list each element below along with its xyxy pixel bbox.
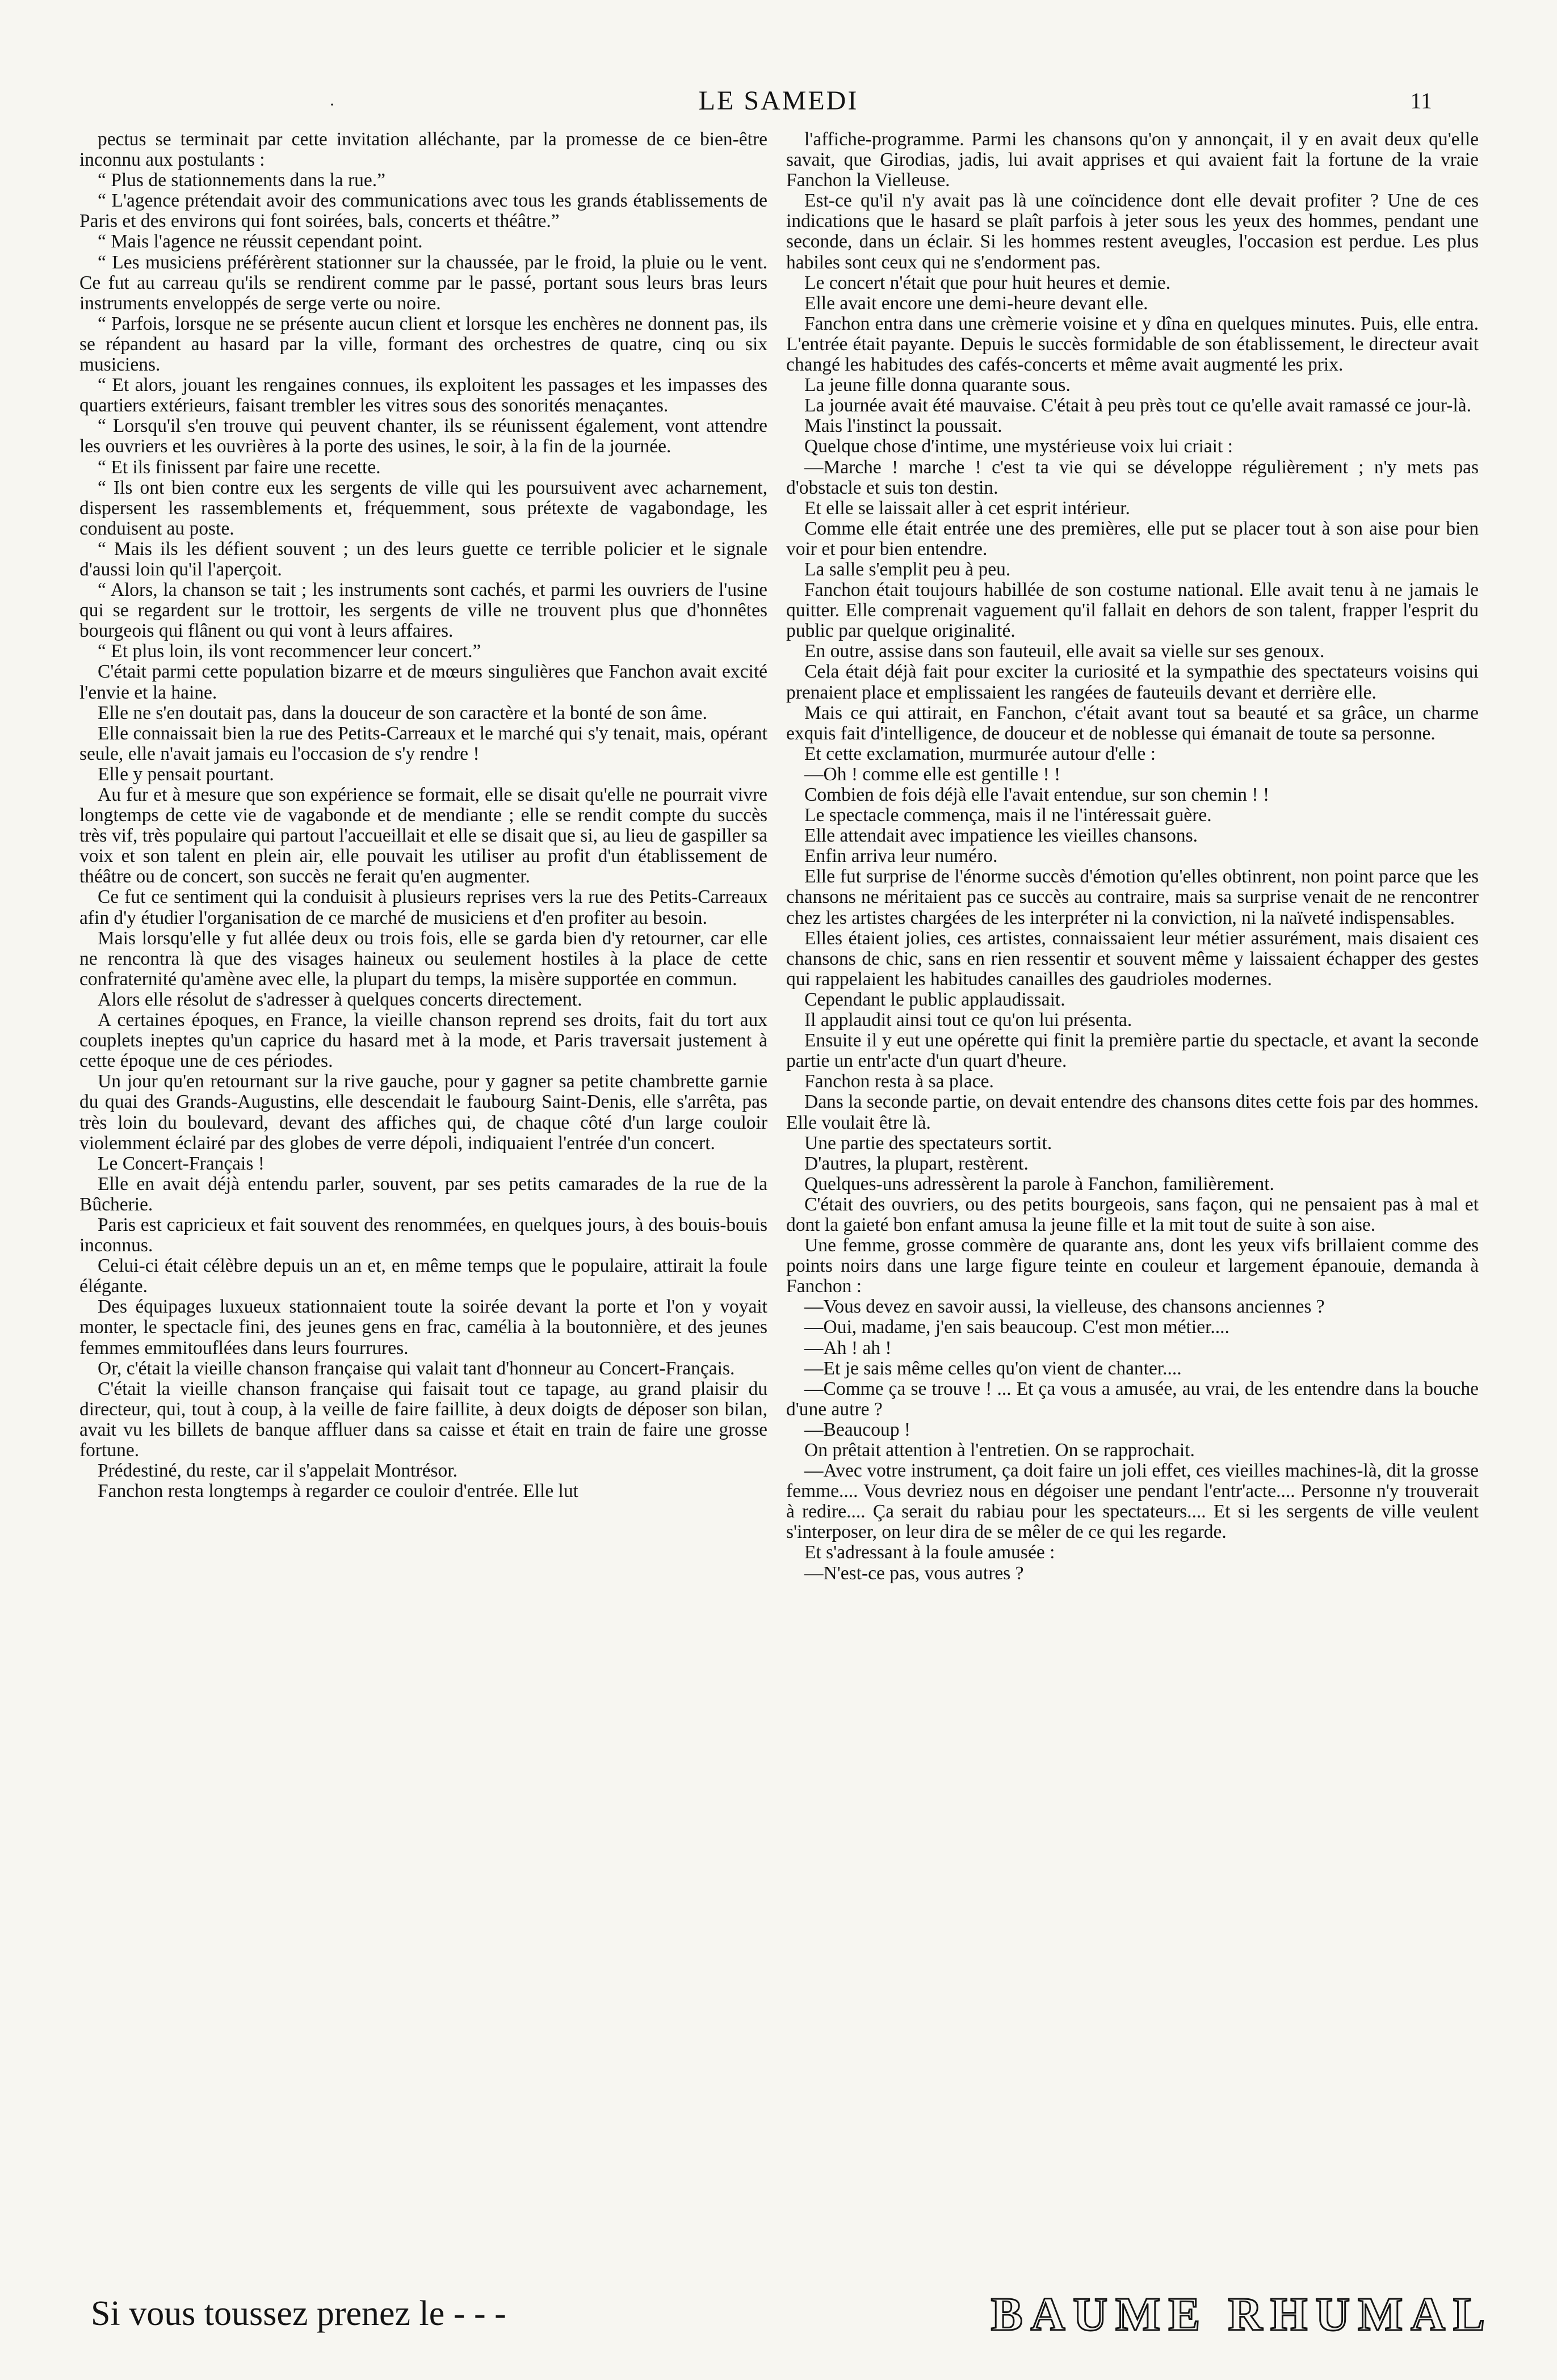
paragraph: Elle fut surprise de l'énorme succès d'émotion qu'elles obtinrent, non point parce que les chansons ne méritaient pas ce succès au contraire, mais sa surprise venait de ne rencontrer chez les artistes chargées de les interpréter ni la conviction, ni la naïveté indispensables. <box>786 866 1479 928</box>
paragraph: La journée avait été mauvaise. C'était à peu près tout ce qu'elle avait ramassé ce jour-là. <box>804 395 1472 417</box>
paragraph: Est-ce qu'il n'y avait pas là une coïncidence dont elle devait profiter ? Une de ces indications que le hasard se plaît parfois à jeter sous les yeux des hommes, pendant une seconde, dans un éclair. Si les hommes restent aveugles, l'occasion est perdue. Les plus habiles sont ceux qui ne s'endorment pas. <box>786 190 1479 273</box>
paragraph: Quelques-uns adressèrent la parole à Fanchon, familièrement. <box>804 1173 1274 1195</box>
paragraph: Quelque chose d'intime, une mystérieuse voix lui criait : <box>804 436 1233 457</box>
paragraph: Ce fut ce sentiment qui la conduisit à plusieurs reprises vers la rue des Petits-Carreaux afin d'y étudier l'organisation de ce marché de musiciens et d'en profiter au besoin. <box>79 886 767 928</box>
paragraph: —Beaucoup ! <box>804 1419 910 1440</box>
paragraph: Elle y pensait pourtant. <box>98 763 274 785</box>
paragraph: C'était la vieille chanson française qui faisait tout ce tapage, au grand plaisir du directeur, qui, tout à coup, à la veille de faire faillite, à deux doigts de déposer son bilan, avait vu les billets de banque affluer dans sa caisse et était en train de faire une grosse fortune. <box>79 1378 767 1461</box>
text-column-left <box>79 129 767 2326</box>
paragraph: —Oh ! comme elle est gentille ! ! <box>804 763 1061 785</box>
paragraph: Fanchon resta longtemps à regarder ce couloir d'entrée. Elle lut <box>98 1481 578 1502</box>
paragraph: —Et je sais même celles qu'on vient de chanter.... <box>804 1357 1182 1379</box>
paragraph: Il applaudit ainsi tout ce qu'on lui présenta. <box>804 1010 1132 1031</box>
paragraph: —Oui, madame, j'en sais beaucoup. C'est mon métier.... <box>804 1317 1229 1338</box>
paragraph: Paris est capricieux et fait souvent des renommées, en quelques jours, à des bouis-bouis inconnus. <box>79 1214 767 1256</box>
paragraph: Et cette exclamation, murmurée autour d'elle : <box>804 743 1156 764</box>
advertisement-brand: BAUME RHUMAL <box>991 2288 1493 2341</box>
paragraph: Mais ce qui attirait, en Fanchon, c'était avant tout sa beauté et sa grâce, un charme exquis fait d'intelligence, de douceur et de noblesse qui émanait de toute sa personne. <box>786 702 1479 744</box>
header-mark: · <box>329 95 335 114</box>
paragraph: C'était parmi cette population bizarre et de mœurs singulières que Fanchon avait excité l'envie et la haine. <box>79 661 767 703</box>
paragraph: Alors elle résolut de s'adresser à quelques concerts directement. <box>98 989 582 1010</box>
paragraph: “ Les musiciens préférèrent stationner sur la chaussée, par le froid, la pluie ou le vent. Ce fut au carreau qu'ils se rendirent comme par le passé, portant sous leurs bras leurs instruments enveloppés de serge verte ou noire. <box>79 251 767 314</box>
paragraph: Fanchon resta à sa place. <box>804 1071 994 1092</box>
paragraph: —Vous devez en savoir aussi, la vielleuse, des chansons anciennes ? <box>804 1296 1325 1318</box>
paragraph: En outre, assise dans son fauteuil, elle avait sa vielle sur ses genoux. <box>804 641 1325 662</box>
paragraph: On prêtait attention à l'entretien. On se rapprochait. <box>804 1440 1195 1461</box>
paragraph: Ensuite il y eut une opérette qui finit la première partie du spectacle, et avant la seconde partie un entr'acte d'un quart d'heure. <box>786 1030 1479 1072</box>
paragraph: Fanchon était toujours habillée de son costume national. Elle avait tenu à ne jamais le quitter. Elle comprenait vaguement qu'il fallait en dehors de son talent, frapper l'esprit du public par quelque originalité. <box>786 579 1479 642</box>
paragraph: —Ah ! ah ! <box>804 1337 892 1359</box>
paragraph: “ Ils ont bien contre eux les sergents de ville qui les poursuivent avec acharnement, dispersent les rassemblements et, fréquemment, sous prétexte de vagabondage, les conduisent au poste. <box>79 477 767 539</box>
paragraph: Une partie des spectateurs sortit. <box>804 1132 1052 1154</box>
paragraph: Elles étaient jolies, ces artistes, connaissaient leur métier assurément, mais disaient ces chansons de chic, sans en rien ressentir et souvent même y laissaient échapper des gestes qui rappelaient les habitudes canailles des gaudrioles modernes. <box>786 927 1479 990</box>
paragraph: Celui-ci était célèbre depuis un an et, en même temps que le populaire, attirait la foule élégante. <box>79 1255 767 1297</box>
paragraph: Elle ne s'en doutait pas, dans la douceur de son caractère et la bonté de son âme. <box>98 702 707 724</box>
paragraph: “ Et plus loin, ils vont recommencer leur concert.” <box>98 641 481 662</box>
paragraph: Cela était déjà fait pour exciter la curiosité et la sympathie des spectateurs voisins qui prenaient place et emplissaient les rangées de fauteuils devant et derrière elle. <box>786 661 1479 703</box>
paragraph: Et elle se laissait aller à cet esprit intérieur. <box>804 497 1130 519</box>
publication-title: LE SAMEDI <box>698 86 859 116</box>
paragraph: Le Concert-Français ! <box>98 1153 265 1174</box>
paragraph: C'était des ouvriers, ou des petits bourgeois, sans façon, qui ne pensaient pas à mal et dont la gaieté bon enfant amusa la jeune fille et la mit tout de suite à son aise. <box>786 1193 1479 1235</box>
paragraph: Enfin arriva leur numéro. <box>804 846 998 867</box>
paragraph: “ Lorsqu'il s'en trouve qui peuvent chanter, ils se réunissent également, vont attendre les ouvriers et les ouvrières à la porte des usines, le soir, à la fin de la journée. <box>79 415 767 457</box>
paragraph: Mais lorsqu'elle y fut allée deux ou trois fois, elle se garda bien d'y retourner, car elle ne rencontra là que des visages haineux ou seulement hostiles à la place de cette confraternité qu'amène avec elle, la plupart du temps, la misère supportée en commun. <box>79 927 767 990</box>
page-number: 11 <box>1410 88 1432 113</box>
advertisement-lead: Si vous toussez prenez le - - - <box>91 2294 506 2333</box>
paragraph: Combien de fois déjà elle l'avait entendue, sur son chemin ! ! <box>804 784 1270 805</box>
advertisement-banner <box>91 2287 1493 2344</box>
paragraph: Mais l'instinct la poussait. <box>804 415 1002 437</box>
paragraph: l'affiche-programme. Parmi les chansons qu'on y annonçait, il y en avait deux qu'elle savait, que Girodias, jadis, lui avait apprises et qui avaient fait la fortune de la vraie Fanchon la Vielleuse. <box>786 129 1479 191</box>
paragraph: “ L'agence prétendait avoir des communications avec tous les grands établissements de Paris et des environs qui font soirées, bals, concerts et théâtre.” <box>79 190 767 232</box>
paragraph: A certaines époques, en France, la vieille chanson reprend ses droits, fait du tort aux couplets ineptes qu'un caprice du hasard met à la mode, et Paris traversait justement à cette époque une de ces périodes. <box>79 1010 767 1072</box>
paragraph: Elle attendait avec impatience les vieilles chansons. <box>804 825 1198 847</box>
paragraph: Au fur et à mesure que son expérience se formait, elle se disait qu'elle ne pourrait vivre longtemps de cette vie de vagabonde et de mendiante ; elle se rendit compte du succès très vif, très populaire qui partout l'accueillait et elle se disait que si, au lieu de gaspiller sa voix et son talent en plein air, elle pouvait les utiliser au profit d'un établissement de théâtre ou de concert, son succès ne ferait qu'en augmenter. <box>79 784 767 888</box>
paragraph: Un jour qu'en retournant sur la rive gauche, pour y gagner sa petite chambrette garnie du quai des Grands-Augustins, elle descendait le faubourg Saint-Denis, elle s'arrêta, pas très loin du boulevard, devant des affiches qui, de chaque côté d'un large couloir violemment éclairé par des globes de verre dépoli, indiquaient l'entrée d'un concert. <box>79 1071 767 1154</box>
paragraph: La salle s'emplit peu à peu. <box>804 558 1011 580</box>
paragraph: “ Plus de stationnements dans la rue.” <box>98 170 386 191</box>
text-column-right <box>786 129 1479 2326</box>
paragraph: Fanchon entra dans une crèmerie voisine et y dîna en quelques minutes. Puis, elle entra. L'entrée était payante. Depuis le succès formidable de son établissement, le directeur avait changé les habitudes des cafés-concerts et même avait augmenté les prix. <box>786 313 1479 376</box>
paragraph: Comme elle était entrée une des premières, elle put se placer tout à son aise pour bien voir et pour bien entendre. <box>786 518 1479 560</box>
paragraph: Elle en avait déjà entendu parler, souvent, par ses petits camarades de la rue de la Bûcherie. <box>79 1173 767 1215</box>
paragraph: Le spectacle commença, mais il ne l'intéressait guère. <box>804 805 1212 826</box>
paragraph: —N'est-ce pas, vous autres ? <box>804 1562 1024 1584</box>
paragraph: “ Parfois, lorsque ne se présente aucun client et lorsque les enchères ne donnent pas, ils se répandent au hasard par la ville, formant des orchestres de quatre, cinq ou six musiciens. <box>79 313 767 376</box>
paragraph: “ Mais l'agence ne réussit cependant point. <box>98 231 423 253</box>
paragraph: Dans la seconde partie, on devait entendre des chansons dites cette fois par des hommes. Elle voulait être là. <box>786 1091 1479 1133</box>
paragraph: Elle avait encore une demi-heure devant elle. <box>804 292 1148 314</box>
paragraph: “ Alors, la chanson se tait ; les instruments sont cachés, et parmi les ouvriers de l'usine qui se regardent sur le trottoir, les sergents de ville ne trouvent plus que d'honnêtes bourgeois qui flânent ou qui vont à leurs affaires. <box>79 579 767 642</box>
paragraph: Cependant le public applaudissait. <box>804 989 1065 1010</box>
running-head <box>0 85 1557 119</box>
paragraph: pectus se terminait par cette invitation alléchante, par la promesse de ce bien-être inconnu aux postulants : <box>79 129 767 171</box>
paragraph: D'autres, la plupart, restèrent. <box>804 1153 1029 1174</box>
paragraph: —Marche ! marche ! c'est ta vie qui se développe régulièrement ; n'y mets pas d'obstacle et suis ton destin. <box>786 456 1479 498</box>
paragraph: “ Et ils finissent par faire une recette. <box>98 456 381 478</box>
paragraph: Des équipages luxueux stationnaient toute la soirée devant la porte et l'on y voyait monter, le spectacle fini, des jeunes gens en frac, camélia à la boutonnière, et des jeunes femmes emmitouflées dans leurs fourrures. <box>79 1296 767 1359</box>
paragraph: Une femme, grosse commère de quarante ans, dont les yeux vifs brillaient comme des points noirs dans une large figure teinte en couleur et largement épanouie, demanda à Fanchon : <box>786 1235 1479 1297</box>
paragraph: Or, c'était la vieille chanson française qui valait tant d'honneur au Concert-Français. <box>98 1357 735 1379</box>
paragraph: Le concert n'était que pour huit heures et demie. <box>804 272 1171 293</box>
paragraph: Et s'adressant à la foule amusée : <box>804 1542 1055 1563</box>
paragraph: Elle connaissait bien la rue des Petits-Carreaux et le marché qui s'y tenait, mais, opérant seule, elle n'avait jamais eu l'occasion de s'y rendre ! <box>79 722 767 764</box>
paragraph: “ Et alors, jouant les rengaines connues, ils exploitent les passages et les impasses des quartiers extérieurs, faisant trembler les vitres sous des sonorités menaçantes. <box>79 375 767 417</box>
paragraph: “ Mais ils les défient souvent ; un des leurs guette ce terrible policier et le signale d'aussi loin qu'il l'aperçoit. <box>79 538 767 580</box>
paragraph: La jeune fille donna quarante sous. <box>804 375 1071 396</box>
paragraph: Prédestiné, du reste, car il s'appelait Montrésor. <box>98 1460 458 1482</box>
paragraph: —Comme ça se trouve ! ... Et ça vous a amusée, au vrai, de les entendre dans la bouche d'une autre ? <box>786 1378 1479 1420</box>
paragraph: —Avec votre instrument, ça doit faire un joli effet, ces vieilles machines-là, dit la grosse femme.... Vous devriez nous en dégoiser une pendant l'entr'acte.... Personne n'y trouverait à redire.... Ça serait du rabiau pour les spectateurs.... Et si les sergents de ville veulent s'interposer, on leur dira de se mêler de ce qui les regarde. <box>786 1460 1479 1543</box>
